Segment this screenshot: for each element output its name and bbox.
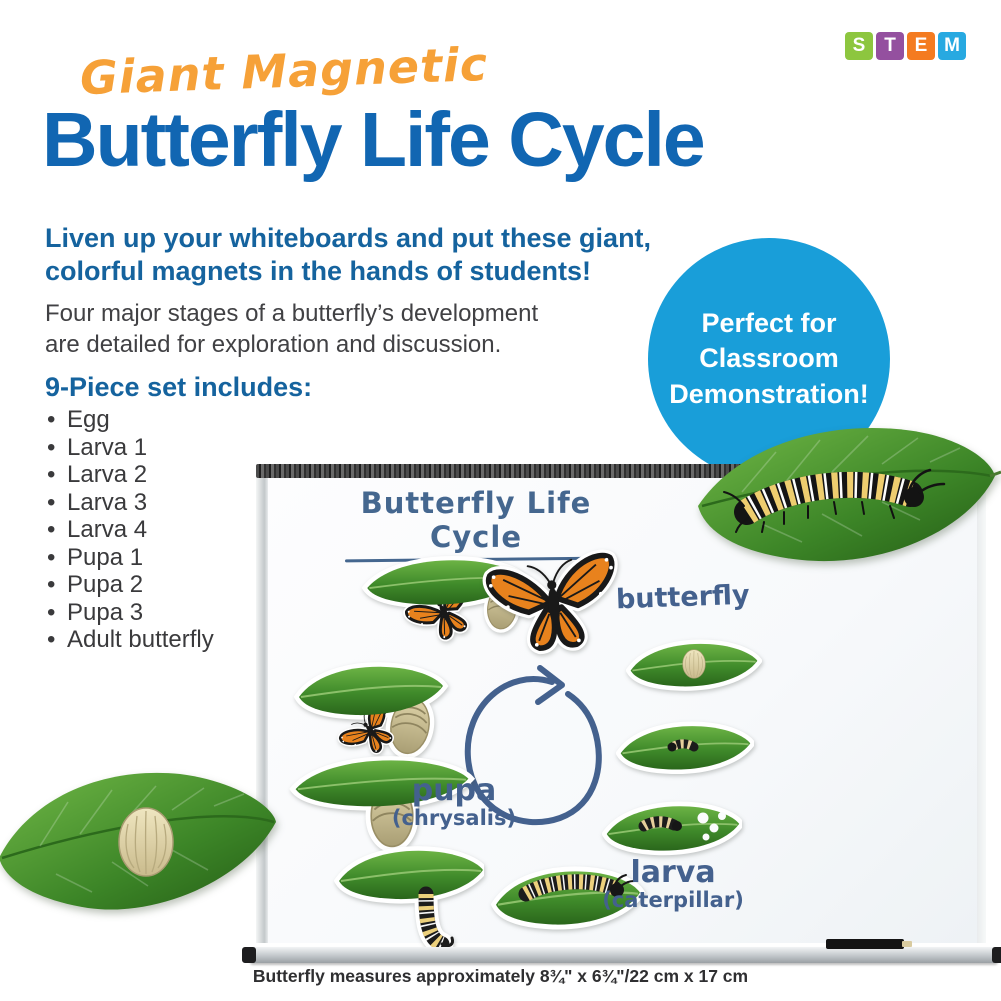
list-item: • Egg (45, 406, 214, 434)
list-item: • Larva 2 (45, 461, 214, 489)
caterpillar-leaf-photo (692, 414, 1001, 584)
label-butterfly: butterfly (615, 579, 751, 616)
magnet-hanging-caterpillar (334, 840, 484, 964)
list-item: • Pupa 2 (45, 571, 214, 599)
stem-letter-m: M (938, 32, 966, 60)
badge-line-2: Classroom (699, 343, 839, 374)
badge-line-3: Demonstration! (669, 378, 869, 409)
label-pupa (384, 773, 524, 830)
label-larva-sub: (caterpillar) (602, 888, 744, 912)
label-pupa-main: pupa (411, 773, 497, 808)
list-item: • Adult butterfly (45, 626, 214, 654)
magnet-egg (626, 632, 762, 700)
description-line-2: are detailed for exploration and discussion. (45, 331, 502, 359)
list-item: • Larva 1 (45, 434, 214, 462)
stem-letter-t: T (876, 32, 904, 60)
product-title: Butterfly Life Cycle (42, 97, 704, 183)
stem-letter-s: S (845, 32, 873, 60)
magnet-adult-butterfly (478, 546, 628, 662)
size-caption: Butterfly measures approximately 8¾" x 6¾"/22 cm x 17 cm (252, 966, 749, 986)
tray-endcap-right (992, 947, 1001, 963)
egg-leaf-photo (0, 746, 280, 950)
description-text (45, 298, 538, 360)
label-larva (598, 855, 748, 912)
stem-badge (845, 32, 966, 60)
label-larva-main: larva (630, 855, 716, 890)
magnet-larva-chewed-leaf (602, 792, 742, 864)
description-line-1: Four major stages of a butterfly’s development (45, 300, 539, 327)
whiteboard-marker (826, 939, 904, 949)
product-kicker: Giant Magnetic (79, 36, 489, 106)
list-item: • Larva 4 (45, 516, 214, 544)
stem-letter-e: E (907, 32, 935, 60)
whiteboard-title: Butterfly Life Cycle (336, 486, 616, 561)
set-list-heading: 9-Piece set includes: (45, 372, 313, 402)
badge-line-1: Perfect for (701, 308, 837, 339)
list-item: • Larva 3 (45, 489, 214, 517)
lede-line-2: colorful magnets in the hands of students! (45, 255, 592, 286)
set-list (45, 406, 214, 654)
list-item: • Pupa 1 (45, 544, 214, 572)
marketing-lede (45, 222, 651, 288)
whiteboard-tray (250, 947, 998, 963)
list-item: • Pupa 3 (45, 599, 214, 627)
lede-line-1: Liven up your whiteboards and put these giant, (45, 223, 652, 253)
label-pupa-sub: (chrysalis) (391, 806, 517, 830)
magnet-young-larva (616, 712, 754, 782)
